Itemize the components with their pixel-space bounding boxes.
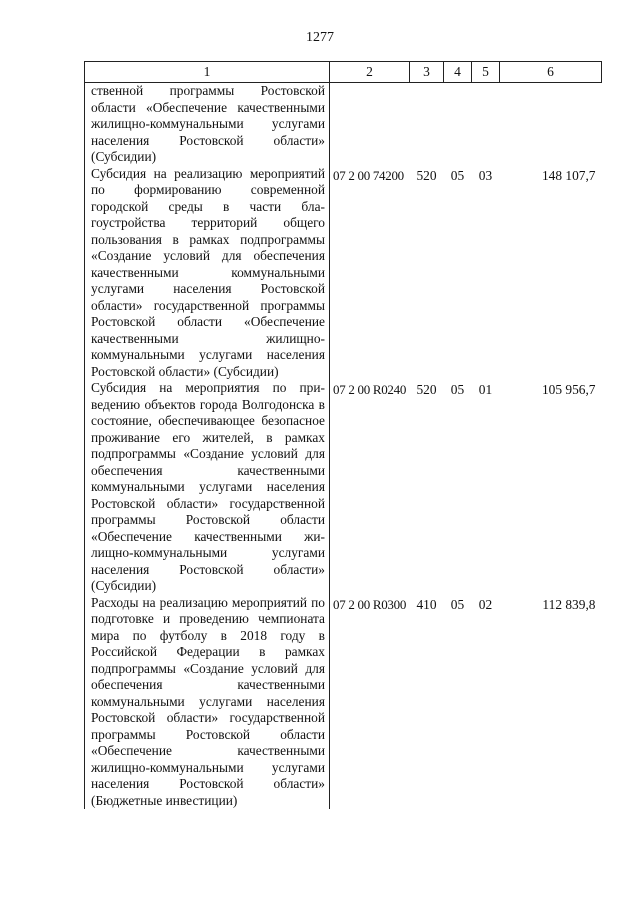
row-col5: 01 <box>478 382 493 397</box>
row-code <box>330 83 410 166</box>
row-description: ственной программы Ростовской области «Обеспечение качественными жилищно-коммунальными услугами населения Ростовской области» (Субсидии) <box>85 83 330 166</box>
row-col4: 05 <box>450 382 465 397</box>
column-header: 4 <box>444 62 472 83</box>
table-row <box>85 380 602 595</box>
row-col4 <box>444 83 472 166</box>
table-header-row <box>85 62 602 83</box>
row-col5 <box>472 83 500 166</box>
row-amount <box>500 83 602 166</box>
column-header: 5 <box>472 62 500 83</box>
row-col4: 05 <box>450 596 465 612</box>
table-row <box>85 595 602 810</box>
row-code: 07 2 00 R0300 <box>333 596 407 612</box>
row-col4: 05 <box>450 167 465 183</box>
row-col5: 02 <box>478 596 493 612</box>
table-row <box>85 83 602 166</box>
column-header: 3 <box>410 62 444 83</box>
row-col3: 520 <box>416 167 437 183</box>
row-col5: 03 <box>478 167 493 183</box>
row-col3: 520 <box>416 382 437 397</box>
row-description: Расходы на реализацию мероприятий по подготовке и проведению чемпионата мира по футболу в 2018 году в Российской Федерации в рамках подпрограммы «Создание условий для обеспечения качественными коммунальными услугами населения Ростовской области» государственной программы Ростовской области «Обеспечение качественными жилищно-коммунальными услугами населения Ростовской области» (Бюджетные инвестиции) <box>85 595 330 810</box>
row-amount: 105 956,7 <box>541 382 596 397</box>
row-description: Субсидия на мероприятия по приведению объектов города Волгодонска в состояние, обеспечивающее безопасное проживание его жителей, в рамках подпрограммы «Создание условий для обеспечения качественными коммунальными услугами населения Ростовской области» государственной программы Ростовской области «Обеспечение качественными жилищно-коммунальными услугами населения Ростовской области» (Субсидии) <box>85 380 330 595</box>
row-description: Субсидия на реализацию мероприятий по формированию современной городской среды в части благоустройства территорий общего пользования в рамках подпрограммы «Создание условий для обеспечения качественными коммунальными услугами населения Ростовской области» государственной программы Ростовской области «Обеспечение качественными жилищно-коммунальными услугами населения Ростовской области» (Субсидии) <box>85 166 330 381</box>
table-row <box>85 166 602 381</box>
column-header: 6 <box>500 62 602 83</box>
column-header: 1 <box>85 62 330 83</box>
row-code: 07 2 00 R0240 <box>333 382 407 397</box>
row-amount: 148 107,7 <box>541 167 596 183</box>
page-number: 1277 <box>306 30 334 45</box>
column-header: 2 <box>330 62 410 83</box>
row-amount: 112 839,8 <box>542 596 596 612</box>
row-col3: 410 <box>416 596 437 612</box>
row-code: 07 2 00 74200 <box>333 167 404 183</box>
row-col3 <box>410 83 444 166</box>
budget-table <box>84 61 602 809</box>
